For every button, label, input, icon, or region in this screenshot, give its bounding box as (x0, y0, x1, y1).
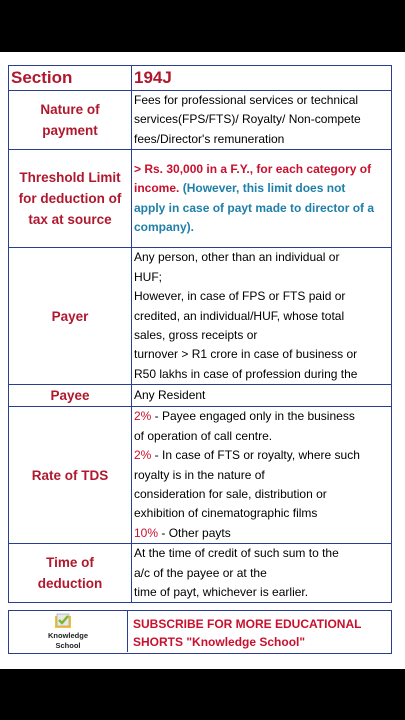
value-line: services(FPS/FTS)/ Royalty/ Non-compete (134, 112, 361, 127)
value-line: time of payt, whichever is earlier. (134, 585, 309, 600)
value-line: At the time of credit of such sum to the (134, 546, 339, 561)
row-label-line: Payee (50, 388, 90, 404)
row-label-line: Rate of TDS (31, 467, 109, 483)
checkmark-book-icon (54, 613, 72, 629)
row-payee (9, 385, 392, 407)
row-value (132, 544, 392, 603)
row-value (132, 91, 392, 150)
row-value (132, 248, 392, 385)
value-line: exhibition of cinematographic films (134, 506, 318, 521)
rate-percent: 10% (134, 525, 159, 540)
value-line: income. (134, 181, 180, 196)
row-label (9, 407, 132, 544)
row-label-line: Nature of (40, 102, 100, 118)
value-note: apply in case of payt made to director of a (134, 200, 375, 215)
value-line: Any person, other than an individual or (134, 250, 340, 265)
row-label-line: for deduction of (18, 191, 122, 207)
row-label (9, 385, 132, 407)
row-label (9, 248, 132, 385)
value-line: HUF; (134, 269, 162, 284)
value-line: However, in case of FPS or FTS paid or (134, 289, 346, 304)
value-line: of operation of call centre. (134, 428, 273, 443)
section-heading: Section (9, 66, 132, 91)
row-label-line: Time of (46, 555, 94, 571)
value-line: R50 lakhs in case of profession during the (134, 366, 358, 381)
subscribe-line: SHORTS "Knowledge School" (133, 635, 306, 649)
row-value (132, 385, 392, 407)
value-line: - Payee engaged only in the business (151, 409, 355, 424)
logo-text: Knowledge (47, 631, 88, 640)
row-label-line: tax at source (28, 212, 112, 228)
table-header-row (9, 66, 392, 91)
row-label-line: Payer (51, 308, 89, 324)
row-value (132, 150, 392, 248)
tds-section-table (8, 65, 392, 603)
value-line: Any Resident (134, 388, 206, 403)
value-line: > Rs. 30,000 in a F.Y., for each category of (134, 161, 372, 176)
rate-percent: 2% (134, 409, 152, 424)
value-line: a/c of the payee or at the (134, 565, 267, 580)
value-line: turnover > R1 crore in case of business or (134, 347, 358, 362)
value-note: (However, this limit does not (182, 181, 346, 196)
row-label-line: Threshold Limit (19, 170, 121, 186)
value-line: credited, an individual/HUF, whose total (134, 308, 345, 323)
row-rate-of-tds (9, 407, 392, 544)
rate-percent: 2% (134, 448, 152, 463)
row-label-line: deduction (37, 576, 103, 592)
row-label (9, 544, 132, 603)
value-note: company). (134, 220, 195, 235)
row-payer (9, 248, 392, 385)
value-line: sales, gross receipts or (134, 327, 258, 342)
row-label-line: payment (42, 123, 98, 139)
document-sheet (0, 52, 405, 669)
subscribe-text (133, 615, 361, 651)
row-label (9, 150, 132, 248)
value-line: royalty is in the nature of (134, 467, 265, 482)
row-threshold-limit (9, 150, 392, 248)
value-line: consideration for sale, distribution or (134, 486, 327, 501)
row-value (132, 407, 392, 544)
value-line: - In case of FTS or royalty, where such (151, 448, 360, 463)
row-label (9, 91, 132, 150)
row-nature-of-payment (9, 91, 392, 150)
row-time-of-deduction (9, 544, 392, 603)
value-line: Fees for professional services or technical (134, 93, 359, 107)
subscribe-banner (8, 610, 392, 654)
value-line: - Other payts (158, 525, 231, 540)
subscribe-line: SUBSCRIBE FOR MORE EDUCATIONAL (133, 617, 362, 631)
section-number: 194J (132, 66, 392, 91)
logo-text: School (55, 641, 81, 650)
knowledge-school-logo (9, 611, 128, 652)
value-line: fees/Director's remuneration (134, 131, 285, 146)
